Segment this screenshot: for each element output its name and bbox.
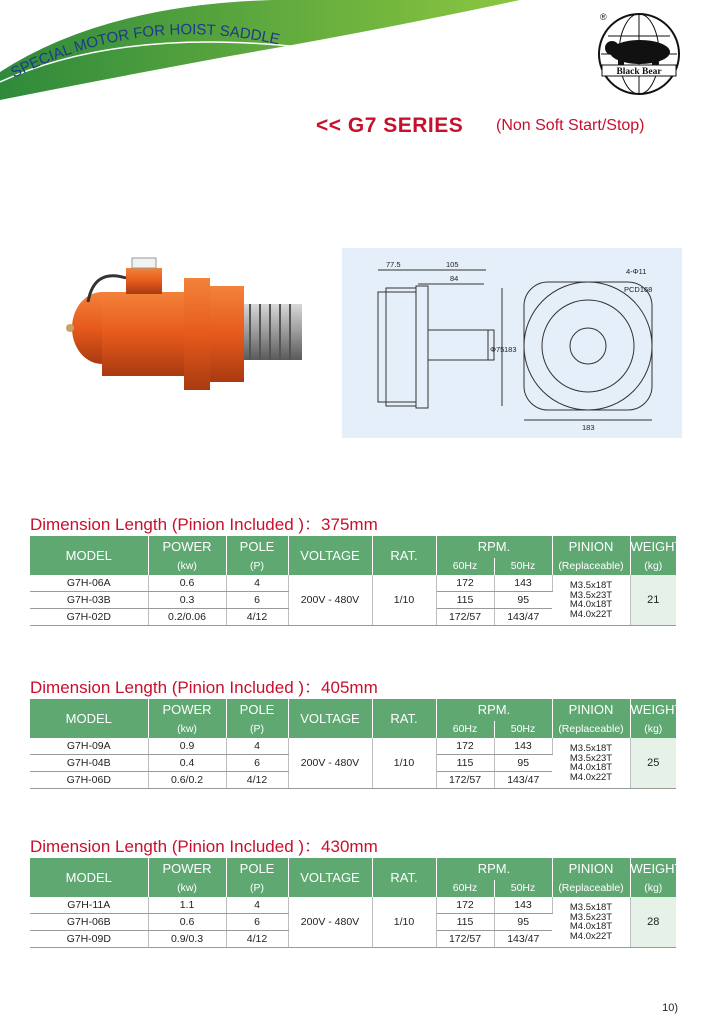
- cell-60hz: 172: [436, 897, 494, 914]
- cell-power: 0.6: [148, 575, 226, 592]
- dim-width: 183: [582, 423, 595, 432]
- dimension-label: Dimension Length (Pinion Included ): [30, 837, 305, 856]
- header-rpm: RPM.: [436, 699, 552, 721]
- dimension-drawing: [342, 248, 682, 438]
- pinion-item: M4.0x22T: [569, 771, 613, 783]
- dimension-length: ：405mm: [304, 678, 378, 697]
- pinion-item: M3.5x18T: [569, 902, 613, 913]
- header-pole: POLE: [226, 858, 288, 880]
- header-50hz: 50Hz: [494, 880, 552, 897]
- cell-pinion: [552, 575, 630, 626]
- header-60hz: 60Hz: [436, 880, 494, 897]
- cell-60hz: 115: [436, 914, 494, 931]
- dimension-label: Dimension Length (Pinion Included ): [30, 678, 305, 697]
- header-pole-unit: (P): [226, 721, 288, 738]
- motor-photo: [54, 248, 316, 400]
- header-rpm: RPM.: [436, 536, 552, 558]
- cell-pole: 6: [226, 755, 288, 772]
- dimension-title: [30, 832, 378, 857]
- header-power: POWER: [148, 699, 226, 721]
- cell-model: G7H-06A: [30, 575, 148, 592]
- header-power: POWER: [148, 858, 226, 880]
- cell-power: 1.1: [148, 897, 226, 914]
- header-model: MODEL: [30, 858, 148, 897]
- dim-105: 105: [446, 260, 459, 269]
- cell-power: 0.2/0.06: [148, 609, 226, 626]
- cell-ratio: 1/10: [372, 738, 436, 789]
- header-50hz: 50Hz: [494, 558, 552, 575]
- cell-60hz: 172: [436, 575, 494, 592]
- dim-77-5: 77.5: [386, 260, 401, 269]
- table-row: [30, 738, 676, 755]
- cell-power: 0.9/0.3: [148, 931, 226, 948]
- cell-model: G7H-06B: [30, 914, 148, 931]
- header-weight: WEIGHT: [630, 858, 676, 880]
- header-pinion-sub: (Replaceable): [552, 558, 630, 575]
- dim-shaft: Φ75: [490, 345, 505, 354]
- cell-model: G7H-03B: [30, 592, 148, 609]
- header-pole: POLE: [226, 699, 288, 721]
- pinion-item: M3.5x18T: [569, 580, 613, 591]
- banner-title: SPECIAL MOTOR FOR HOIST SADDLE: [8, 21, 282, 82]
- series-heading: [316, 114, 696, 144]
- cell-model: G7H-09A: [30, 738, 148, 755]
- cell-50hz: 143: [494, 575, 552, 592]
- header-model: MODEL: [30, 536, 148, 575]
- spec-table-375: [30, 536, 683, 626]
- cell-50hz: 143: [494, 897, 552, 914]
- dimension-length: ：430mm: [304, 837, 378, 856]
- header-pinion: PINION: [552, 536, 630, 558]
- spec-table-405: [30, 699, 683, 789]
- cell-power: 0.4: [148, 755, 226, 772]
- cell-pole: 6: [226, 592, 288, 609]
- header-pole: POLE: [226, 536, 288, 558]
- header-power: POWER: [148, 536, 226, 558]
- header-weight-unit: (kg): [630, 558, 676, 575]
- header-weight-unit: (kg): [630, 721, 676, 738]
- cell-50hz: 143/47: [494, 609, 552, 626]
- cell-pinion: [552, 897, 630, 948]
- series-title: << G7 SERIES: [316, 114, 464, 137]
- header-rat: RAT.: [372, 699, 436, 738]
- cell-60hz: 115: [436, 592, 494, 609]
- cell-pole: 4/12: [226, 931, 288, 948]
- spec-table-430: [30, 858, 683, 948]
- header-rat: RAT.: [372, 536, 436, 575]
- series-subtitle: (Non Soft Start/Stop): [496, 117, 645, 134]
- cell-weight: 25: [630, 738, 676, 789]
- header-pole-unit: (P): [226, 880, 288, 897]
- header-weight: WEIGHT: [630, 536, 676, 558]
- header-pinion-sub: (Replaceable): [552, 880, 630, 897]
- page-number: 10): [662, 1002, 678, 1014]
- cell-pole: 4/12: [226, 772, 288, 789]
- cell-ratio: 1/10: [372, 575, 436, 626]
- cell-power: 0.3: [148, 592, 226, 609]
- pinion-item: M4.0x22T: [569, 930, 613, 942]
- cell-model: G7H-11A: [30, 897, 148, 914]
- dimension-label: Dimension Length (Pinion Included ): [30, 515, 305, 534]
- pinion-item: M3.5x23T: [569, 752, 613, 764]
- cell-power: 0.6/0.2: [148, 772, 226, 789]
- header-voltage: VOLTAGE: [288, 536, 372, 575]
- cell-weight: 28: [630, 897, 676, 948]
- dimension-length: ：375mm: [304, 515, 378, 534]
- header-60hz: 60Hz: [436, 721, 494, 738]
- cell-power: 0.9: [148, 738, 226, 755]
- header-voltage: VOLTAGE: [288, 699, 372, 738]
- cell-50hz: 143/47: [494, 931, 552, 948]
- cell-voltage: 200V - 480V: [288, 575, 372, 626]
- pinion-item: M4.0x22T: [569, 608, 613, 620]
- cell-60hz: 172/57: [436, 609, 494, 626]
- dim-holes: 4-Φ11: [626, 267, 647, 276]
- pinion-item: M3.5x23T: [569, 911, 613, 923]
- pinion-item: M3.5x23T: [569, 589, 613, 601]
- cell-pole: 4: [226, 897, 288, 914]
- header-weight: WEIGHT: [630, 699, 676, 721]
- header-60hz: 60Hz: [436, 558, 494, 575]
- pinion-item: M4.0x18T: [569, 921, 613, 932]
- cell-50hz: 95: [494, 755, 552, 772]
- cell-60hz: 172: [436, 738, 494, 755]
- header-rpm: RPM.: [436, 858, 552, 880]
- header-power-unit: (kw): [148, 880, 226, 897]
- dim-pcd: PCD168: [624, 285, 653, 294]
- cell-pinion: [552, 738, 630, 789]
- header-pole-unit: (P): [226, 558, 288, 575]
- logo-text: Black Bear: [616, 67, 662, 77]
- table-row: [30, 575, 676, 592]
- header-pinion-sub: (Replaceable): [552, 721, 630, 738]
- header-voltage: VOLTAGE: [288, 858, 372, 897]
- header-pinion: PINION: [552, 858, 630, 880]
- header-rat: RAT.: [372, 858, 436, 897]
- header-pinion: PINION: [552, 699, 630, 721]
- cell-pole: 4/12: [226, 609, 288, 626]
- cell-60hz: 172/57: [436, 772, 494, 789]
- cell-model: G7H-04B: [30, 755, 148, 772]
- header-50hz: 50Hz: [494, 721, 552, 738]
- table-row: [30, 897, 676, 914]
- dimension-title: [30, 673, 378, 698]
- header-model: MODEL: [30, 699, 148, 738]
- pinion-item: M4.0x18T: [569, 599, 613, 610]
- dimension-title: [30, 510, 378, 535]
- cell-pole: 4: [226, 575, 288, 592]
- cell-60hz: 172/57: [436, 931, 494, 948]
- cell-voltage: 200V - 480V: [288, 897, 372, 948]
- cell-voltage: 200V - 480V: [288, 738, 372, 789]
- cell-pole: 6: [226, 914, 288, 931]
- header-power-unit: (kw): [148, 558, 226, 575]
- dim-height: 183: [504, 345, 517, 354]
- cell-power: 0.6: [148, 914, 226, 931]
- black-bear-logo: [596, 10, 682, 96]
- header-weight-unit: (kg): [630, 880, 676, 897]
- cell-model: G7H-02D: [30, 609, 148, 626]
- cell-weight: 21: [630, 575, 676, 626]
- cell-pole: 4: [226, 738, 288, 755]
- cell-ratio: 1/10: [372, 897, 436, 948]
- cell-50hz: 143: [494, 738, 552, 755]
- registered-mark: ®: [600, 12, 607, 22]
- cell-50hz: 143/47: [494, 772, 552, 789]
- header-power-unit: (kw): [148, 721, 226, 738]
- cell-model: G7H-06D: [30, 772, 148, 789]
- cell-50hz: 95: [494, 914, 552, 931]
- cell-50hz: 95: [494, 592, 552, 609]
- cell-model: G7H-09D: [30, 931, 148, 948]
- pinion-item: M3.5x18T: [569, 743, 613, 754]
- pinion-item: M4.0x18T: [569, 762, 613, 773]
- cell-60hz: 115: [436, 755, 494, 772]
- dim-84: 84: [450, 274, 459, 283]
